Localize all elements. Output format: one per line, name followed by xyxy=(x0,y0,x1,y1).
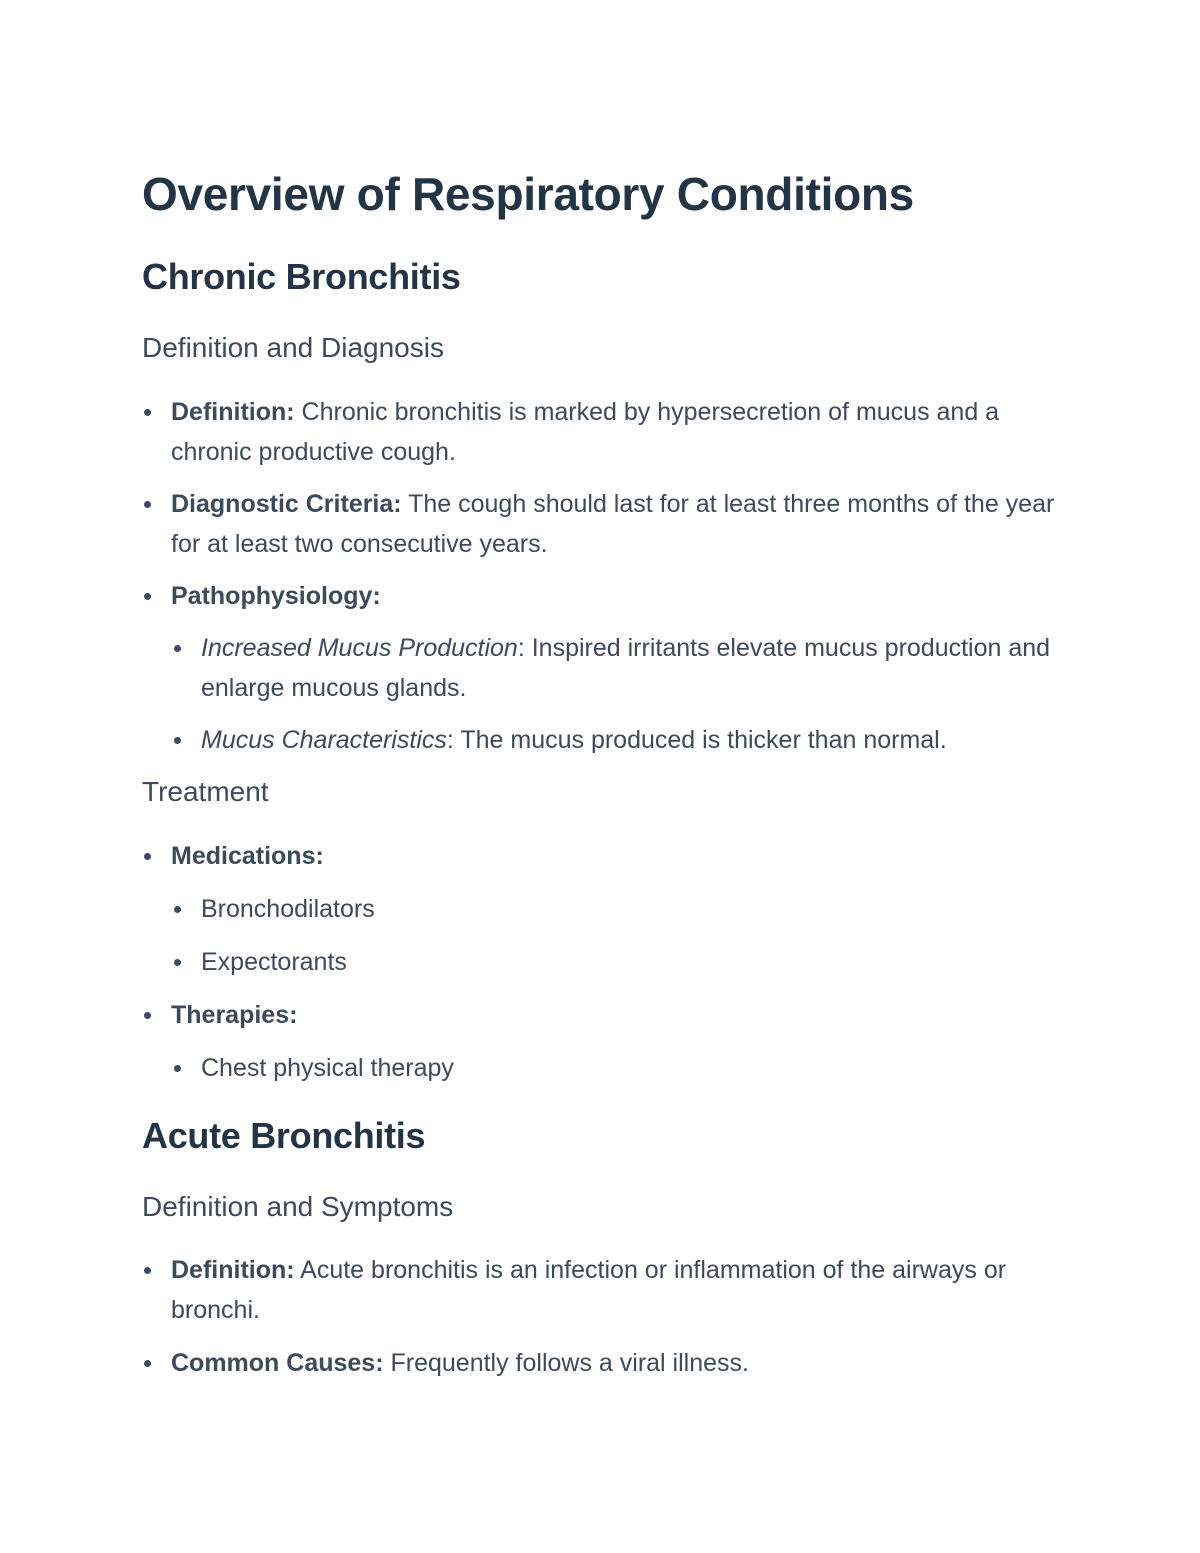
definition-symptoms-list xyxy=(142,1250,1062,1383)
term-label: Mucus Characteristics xyxy=(201,726,447,754)
list-item-bronchodilators xyxy=(142,889,1062,929)
list-item-text: Expectorants xyxy=(201,948,347,976)
list-item-diagnostic-criteria xyxy=(142,484,1062,564)
term-label: Pathophysiology: xyxy=(171,582,381,610)
page-title: Overview of Respiratory Conditions xyxy=(142,168,914,220)
subsection-heading-definition-symptoms: Definition and Symptoms xyxy=(142,1191,454,1222)
list-item-text: Bronchodilators xyxy=(201,895,375,923)
term-label: Diagnostic Criteria: xyxy=(171,490,402,518)
treatment-list xyxy=(142,836,1062,1088)
bullet-icon xyxy=(144,1360,151,1367)
term-text: Frequently follows a viral illness. xyxy=(383,1349,749,1377)
term-label: Therapies: xyxy=(171,1001,298,1029)
list-item-definition xyxy=(142,1250,1062,1330)
list-item-common-causes xyxy=(142,1343,1062,1383)
bullet-icon xyxy=(174,959,181,966)
bullet-icon xyxy=(144,853,151,860)
term-label: Increased Mucus Production xyxy=(201,634,518,662)
bullet-icon xyxy=(144,1267,151,1274)
list-item-pathophysiology xyxy=(142,576,1062,616)
bullet-icon xyxy=(174,645,181,652)
term-text: : The mucus produced is thicker than normal. xyxy=(446,726,947,754)
section-heading-acute-bronchitis: Acute Bronchitis xyxy=(142,1115,426,1156)
list-item-text: Chest physical therapy xyxy=(201,1054,454,1082)
list-item-mucus-characteristics xyxy=(142,720,1062,760)
definition-diagnosis-list xyxy=(142,392,1062,760)
section-heading-chronic-bronchitis: Chronic Bronchitis xyxy=(142,256,461,297)
document-page xyxy=(142,165,1062,1383)
term-label: Medications: xyxy=(171,842,324,870)
bullet-icon xyxy=(144,501,151,508)
term-label: Common Causes: xyxy=(171,1349,384,1377)
bullet-icon xyxy=(174,906,181,913)
term-label: Definition: xyxy=(171,1256,295,1284)
list-item-increased-mucus xyxy=(142,628,1062,708)
bullet-icon xyxy=(144,593,151,600)
list-item-therapies xyxy=(142,995,1062,1035)
subsection-heading-definition-diagnosis: Definition and Diagnosis xyxy=(142,332,444,363)
bullet-icon xyxy=(144,1012,151,1019)
term-text: Acute bronchitis is an infection or inflammation of the airways or bronchi. xyxy=(171,1256,1007,1324)
list-item-chest-physical-therapy xyxy=(142,1048,1062,1088)
term-text: Chronic bronchitis is marked by hypersecretion of mucus and a chronic productive cough. xyxy=(171,398,1000,466)
bullet-icon xyxy=(174,737,181,744)
subsection-heading-treatment: Treatment xyxy=(142,776,269,807)
bullet-icon xyxy=(144,409,151,416)
term-text: : Inspired irritants elevate mucus production and enlarge mucous glands. xyxy=(201,634,1051,702)
term-text: The cough should last for at least three months of the year for at least two consecutive years. xyxy=(171,490,1055,558)
term-label: Definition: xyxy=(171,398,295,426)
bullet-icon xyxy=(174,1065,181,1072)
list-item-definition xyxy=(142,392,1062,472)
list-item-medications xyxy=(142,836,1062,876)
list-item-expectorants xyxy=(142,942,1062,982)
